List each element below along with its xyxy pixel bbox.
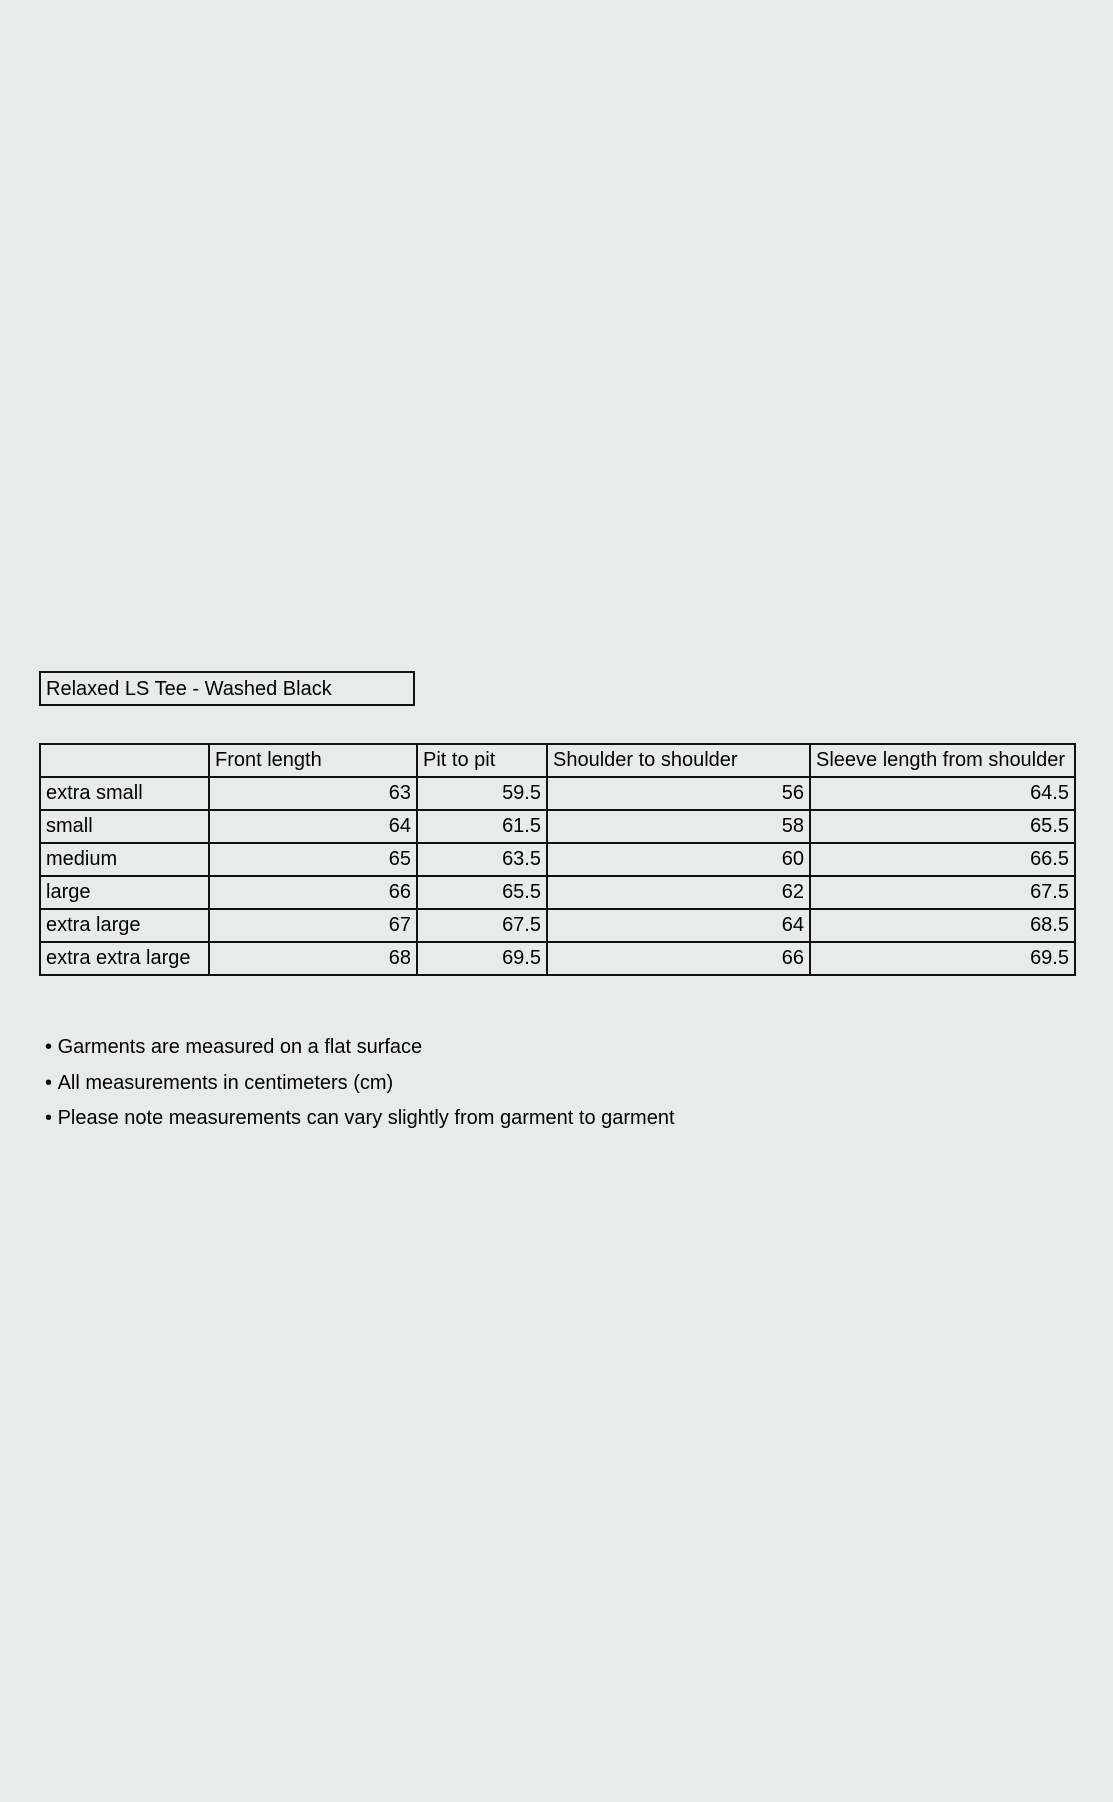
table-row xyxy=(40,810,1075,843)
sleeve-length-cell: 66.5 xyxy=(810,843,1075,876)
sleeve-length-cell: 64.5 xyxy=(810,777,1075,810)
front-length-cell: 67 xyxy=(209,909,417,942)
size-label-cell: small xyxy=(40,810,209,843)
shoulder-to-shoulder-cell: 64 xyxy=(547,909,810,942)
size-chart-table xyxy=(39,743,1076,976)
shoulder-to-shoulder-cell: 58 xyxy=(547,810,810,843)
front-length-cell: 68 xyxy=(209,942,417,975)
size-label-cell: large xyxy=(40,876,209,909)
pit-to-pit-cell: 65.5 xyxy=(417,876,547,909)
measurement-notes xyxy=(45,1030,675,1137)
size-label-cell: extra large xyxy=(40,909,209,942)
sleeve-length-cell: 65.5 xyxy=(810,810,1075,843)
pit-to-pit-cell: 69.5 xyxy=(417,942,547,975)
page-title: Relaxed LS Tee - Washed Black xyxy=(39,671,415,706)
header-cell-empty xyxy=(40,744,209,777)
sleeve-length-cell: 67.5 xyxy=(810,876,1075,909)
table-row xyxy=(40,909,1075,942)
front-length-cell: 65 xyxy=(209,843,417,876)
table-row xyxy=(40,942,1075,975)
header-cell-front-length: Front length xyxy=(209,744,417,777)
shoulder-to-shoulder-cell: 66 xyxy=(547,942,810,975)
table-row xyxy=(40,876,1075,909)
pit-to-pit-cell: 59.5 xyxy=(417,777,547,810)
header-cell-shoulder-to-shoulder: Shoulder to shoulder xyxy=(547,744,810,777)
front-length-cell: 64 xyxy=(209,810,417,843)
size-label-cell: extra extra large xyxy=(40,942,209,975)
sleeve-length-cell: 69.5 xyxy=(810,942,1075,975)
size-label-cell: medium xyxy=(40,843,209,876)
front-length-cell: 63 xyxy=(209,777,417,810)
pit-to-pit-cell: 61.5 xyxy=(417,810,547,843)
table-row xyxy=(40,777,1075,810)
table-row xyxy=(40,843,1075,876)
shoulder-to-shoulder-cell: 60 xyxy=(547,843,810,876)
note-item: • Please note measurements can vary slightly from garment to garment xyxy=(45,1101,675,1137)
size-label-cell: extra small xyxy=(40,777,209,810)
header-cell-sleeve-length: Sleeve length from shoulder xyxy=(810,744,1075,777)
table-header-row xyxy=(40,744,1075,777)
pit-to-pit-cell: 63.5 xyxy=(417,843,547,876)
note-item: • All measurements in centimeters (cm) xyxy=(45,1066,675,1102)
pit-to-pit-cell: 67.5 xyxy=(417,909,547,942)
header-cell-pit-to-pit: Pit to pit xyxy=(417,744,547,777)
note-item: • Garments are measured on a flat surface xyxy=(45,1030,675,1066)
shoulder-to-shoulder-cell: 56 xyxy=(547,777,810,810)
front-length-cell: 66 xyxy=(209,876,417,909)
shoulder-to-shoulder-cell: 62 xyxy=(547,876,810,909)
sleeve-length-cell: 68.5 xyxy=(810,909,1075,942)
